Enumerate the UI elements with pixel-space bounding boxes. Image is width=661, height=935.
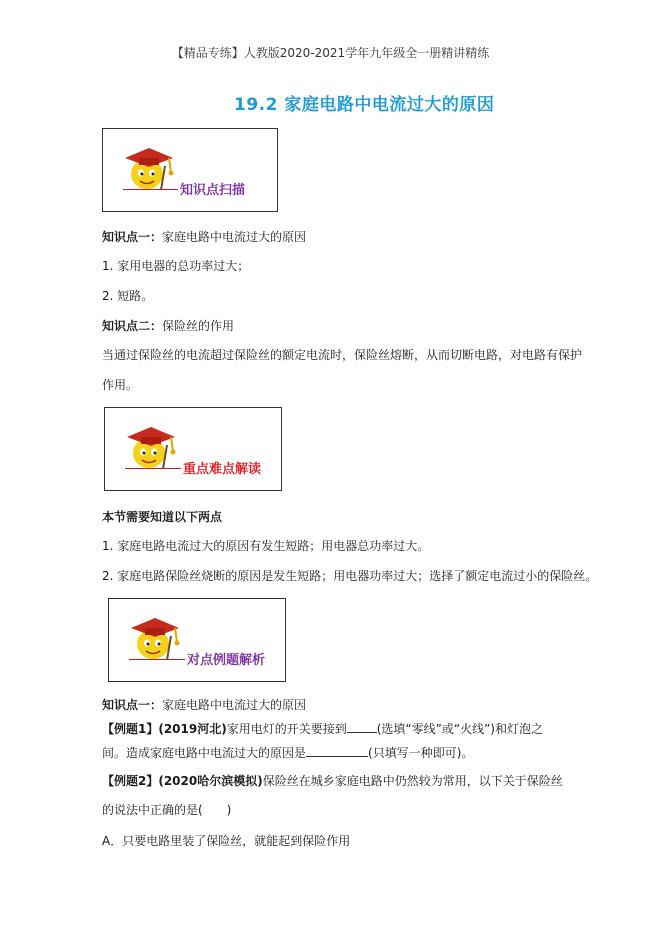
banner-label-example: 对点例题解析: [187, 653, 266, 668]
example-1-text-c: 间。造成家庭电路中电流过大的原因是: [102, 746, 307, 760]
banner-underline: [129, 659, 185, 660]
banner-label-key: 重点难点解读: [183, 462, 262, 477]
example-knowledge-point: [102, 697, 306, 713]
example-1-text-d: (只填写一种即可)。: [368, 746, 474, 760]
banner-underline: [125, 468, 181, 469]
example-1-line-1: [102, 720, 543, 737]
example-2-option-a: A．只要电路里装了保险丝，就能起到保险作用: [102, 834, 351, 848]
kp2-line-1: 当通过保险丝的电流超过保险丝的额定电流时，保险丝熔断，从而切断电路，对电路有保护: [102, 348, 583, 362]
kp2-line-2: 作用。: [102, 378, 139, 392]
knowledge-point-1: [102, 229, 306, 245]
example-1-text-a: 家用电灯的开关要接到: [226, 722, 347, 736]
page-title: 19.2 家庭电路中电流过大的原因: [234, 95, 495, 115]
kp2-label: 知识点二：: [102, 319, 163, 333]
example-1-blank-2[interactable]: [306, 744, 368, 757]
key-points-heading: 本节需要知道以下两点: [102, 510, 223, 524]
section-banner-example: [108, 598, 286, 682]
section-banner-key: [104, 407, 282, 491]
key-point-2: 2. 家庭电路保险丝烧断的原因是发生短路；用电器功率过大；选择了额定电流过小的保险丝。: [102, 569, 598, 583]
page-header: 【精品专练】人教版2020-2021学年九年级全一册精讲精练: [171, 46, 490, 60]
kp2-text: 保险丝的作用: [162, 319, 235, 333]
mascot-graduate-icon: [121, 138, 179, 196]
banner-underline: [123, 189, 178, 190]
kp1-text: 家庭电路中电流过大的原因: [162, 230, 307, 244]
kp1-label: 知识点一：: [102, 230, 163, 244]
section-banner-scan: [102, 128, 278, 212]
example-1-text-b: (选填“零线”或“火线”)和灯泡之: [376, 722, 543, 736]
banner-label-scan: 知识点扫描: [180, 183, 246, 198]
key-point-1: 1. 家庭电路电流过大的原因有发生短路；用电器总功率过大。: [102, 539, 430, 553]
example-1-line-2: [102, 744, 473, 761]
mascot-graduate-icon: [127, 608, 185, 666]
example-1-blank-1[interactable]: [347, 720, 377, 733]
kp1-item-1: 1. 家用电器的总功率过大；: [102, 259, 250, 273]
ex-kp-text: 家庭电路中电流过大的原因: [162, 698, 307, 712]
example-2-tag: 【例题2】(2020哈尔滨模拟): [102, 774, 263, 788]
ex-kp-label: 知识点一：: [102, 698, 163, 712]
example-2-text-a: 保险丝在城乡家庭电路中仍然较为常用，以下关于保险丝: [262, 774, 563, 788]
example-2-line-2: 的说法中正确的是( ): [102, 803, 232, 817]
mascot-graduate-icon: [123, 417, 181, 475]
knowledge-point-2: [102, 318, 234, 334]
example-2-line-1: [102, 773, 563, 789]
kp1-item-2: 2. 短路。: [102, 289, 154, 303]
example-1-tag: 【例题1】(2019河北): [102, 722, 227, 736]
